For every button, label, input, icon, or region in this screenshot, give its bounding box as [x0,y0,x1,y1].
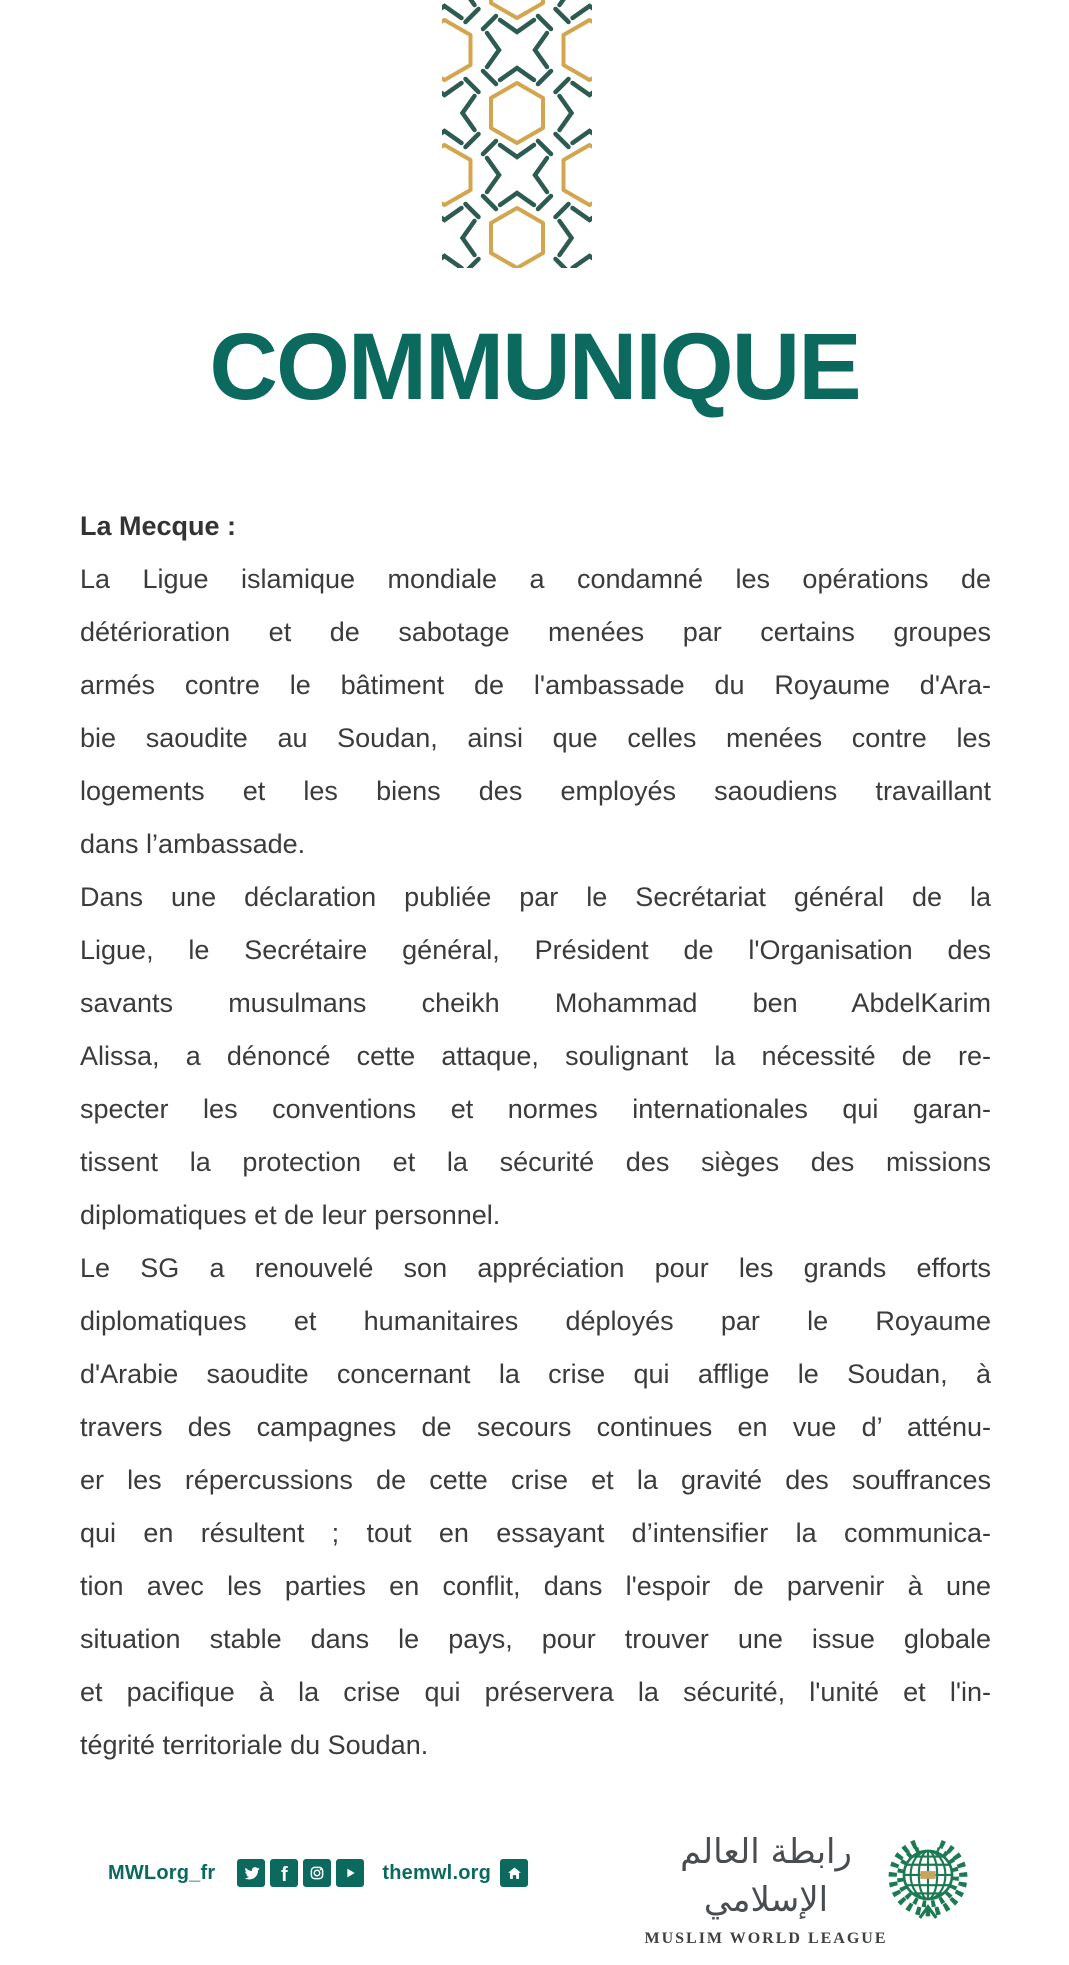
body-line: travers des campagnes de secours continues en vue d’ atténu- [80,1412,991,1442]
mwl-arabic-name: رابطة العالم الإسلامي [680,1832,852,1920]
body-line: dans l’ambassade. [80,829,306,859]
website-url: themwl.org [382,1861,492,1884]
instagram-icon [303,1859,331,1887]
communique-body [80,500,991,1772]
body-line: détérioration et de sabotage menées par certains groupes [80,617,991,647]
youtube-icon [336,1859,364,1887]
body-line: Dans une déclaration publiée par le Secrétariat général de la [80,882,991,912]
facebook-icon: f [270,1859,298,1887]
home-icon [500,1859,528,1887]
page-title: COMMUNIQUE [209,314,860,420]
body-line: tissent la protection et la sécurité des sièges des missions [80,1147,991,1177]
body-line: bie saoudite au Soudan, ainsi que celles menées contre les [80,723,991,753]
body-line: d'Arabie saoudite concernant la crise qui afflige le Soudan, à [80,1359,991,1389]
body-paragraphs [80,553,991,1772]
body-line: diplomatiques et de leur personnel. [80,1200,501,1230]
body-line: armés contre le bâtiment de l'ambassade du Royaume d'Ara- [80,670,991,700]
body-line: tion avec les parties en conflit, dans l'espoir de parvenir à une [80,1571,991,1601]
mwl-logo-text [642,1828,890,1948]
hexagon-pattern-icon [442,0,592,268]
body-line: savants musulmans cheikh Mohammad ben AbdelKarim [80,988,991,1018]
body-line: et pacifique à la crise qui préservera la sécurité, l'unité et l'in- [80,1677,991,1707]
body-line: situation stable dans le pays, pour trouver une issue globale [80,1624,991,1654]
body-line: qui en résultent ; tout en essayant d’intensifier la communica- [80,1518,991,1548]
mwl-english-name: MUSLIM WORLD LEAGUE [644,1930,888,1947]
twitter-icon [237,1859,265,1887]
body-line: La Ligue islamique mondiale a condamné les opérations de [80,564,991,594]
social-handle: MWLorg_fr [108,1861,216,1884]
body-line: diplomatiques et humanitaires déployés par le Royaume [80,1306,991,1336]
body-line: specter les conventions et normes internationales qui garan- [80,1094,991,1124]
body-line: Ligue, le Secrétaire général, Président de l'Organisation des [80,935,991,965]
geometric-ornament [442,0,592,268]
dateline: La Mecque : [80,511,237,541]
footer-social-row [108,1858,528,1888]
body-line: logements et les biens des employés saoudiens travaillant [80,776,991,806]
mwl-emblem-icon [886,1832,970,1920]
body-line: tégrité territoriale du Soudan. [80,1730,429,1760]
body-line: er les répercussions de cette crise et la gravité des souffrances [80,1465,991,1495]
body-line: Le SG a renouvelé son appréciation pour les grands efforts [80,1253,991,1283]
body-line: Alissa, a dénoncé cette attaque, soulignant la nécessité de re- [80,1041,991,1071]
